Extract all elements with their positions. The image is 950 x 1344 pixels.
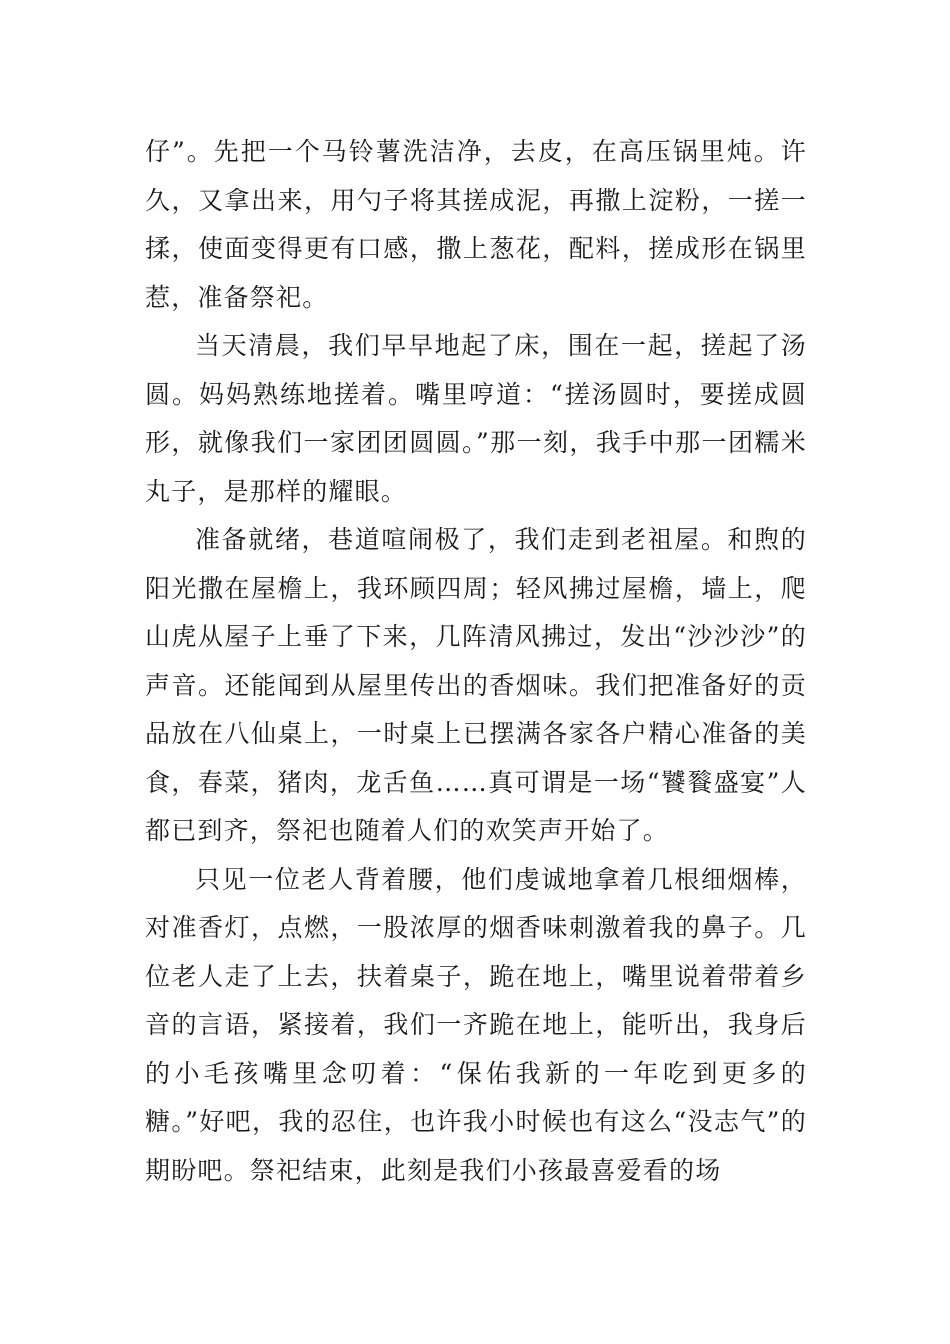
paragraph-2: 当天清晨，我们早早地起了床，围在一起，搓起了汤圆。妈妈熟练地搓着。嘴里哼道：“搓汤圆时，要搓成圆形，就像我们一家团团圆圆。”那一刻，我手中那一团糯米丸子，是那样的耀眼。	[145, 331, 807, 506]
paragraph-1: 仔”。先把一个马铃薯洗洁净，去皮，在高压锅里炖。许久，又拿出来，用勺子将其搓成泥，再撒上淀粉，一搓一揉，使面变得更有口感，撒上葱花，配料，搓成形在锅里惹，准备祭祀。	[145, 137, 807, 312]
paragraph-4: 只见一位老人背着腰，他们虔诚地拿着几根细烟棒，对准香灯，点燃，一股浓厚的烟香味刺激着我的鼻子。几位老人走了上去，扶着桌子，跪在地上，嘴里说着带着乡音的言语，紧接着，我们一齐跪在地上，能听出，我身后的小毛孩嘴里念叨着：“保佑我新的一年吃到更多的糖。”好吧，我的忍住，也许我小时候也有这么“没志气”的期盼吧。祭祀结束，此刻是我们小孩最喜爱看的场	[145, 864, 807, 1185]
document-body	[145, 128, 807, 1195]
paragraph-3: 准备就绪，巷道喧闹极了，我们走到老祖屋。和煦的阳光撒在屋檐上，我环顾四周；轻风拂过屋檐，墙上，爬山虎从屋子上垂了下来，几阵清风拂过，发出“沙沙沙”的声音。还能闻到从屋里传出的香烟味。我们把准备好的贡品放在八仙桌上，一时桌上已摆满各家各户精心准备的美食，春菜，猪肉，龙舌鱼……真可谓是一场“饕餮盛宴”人都已到齐，祭祀也随着人们的欢笑声开始了。	[145, 525, 807, 845]
